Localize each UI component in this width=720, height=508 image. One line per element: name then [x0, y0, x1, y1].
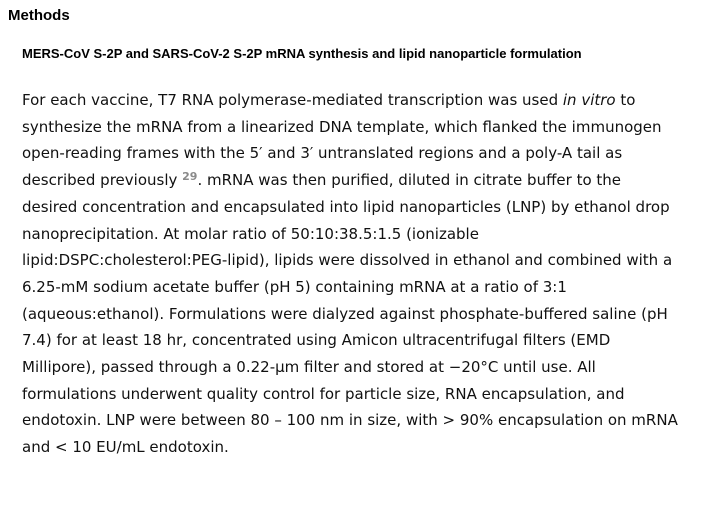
italic-term: in vitro — [562, 91, 616, 109]
text-run: described previously — [22, 171, 183, 190]
paragraph-line: open-reading frames with the 5′ and 3′ untranslated regions and a poly-A tail as — [22, 144, 623, 163]
text-run: For each vaccine, T7 RNA polymerase-mediated transcription was used — [22, 91, 563, 109]
paragraph-line: (aqueous:ethanol). Formulations were dialyzed against phosphate-buffered saline (pH — [22, 304, 668, 323]
methods-paragraph — [22, 87, 720, 461]
paragraph-line: nanoprecipitation. At molar ratio of 50:10:38.5:1.5 (ionizable — [22, 224, 479, 243]
paragraph-line: 7.4) for at least 18 hr, concentrated using Amicon ultracentrifugal filters (EMD — [22, 331, 611, 350]
paragraph-line: Millipore), passed through a 0.22-µm filter and stored at −20°C until use. All — [22, 358, 596, 377]
section-title: Methods — [8, 7, 70, 24]
paragraph-line: formulations underwent quality control for particle size, RNA encapsulation, and — [22, 384, 625, 403]
text-run: to — [615, 91, 636, 109]
paragraph-line: lipid:DSPC:cholesterol:PEG-lipid), lipids were dissolved in ethanol and combined with a — [22, 251, 673, 270]
paragraph-line: 6.25-mM sodium acetate buffer (pH 5) containing mRNA at a ratio of 3:1 — [22, 277, 567, 296]
text-run: . mRNA was then purified, diluted in citrate buffer to the — [197, 171, 622, 190]
paragraph-line: synthesize the mRNA from a linearized DNA template, which flanked the immunogen — [22, 117, 662, 136]
paragraph-line — [22, 87, 720, 114]
paragraph-line: endotoxin. LNP were between 80 – 100 nm in size, with > 90% encapsulation on mRNA — [22, 411, 678, 430]
paragraph-line: and < 10 EU/mL endotoxin. — [22, 438, 229, 457]
paragraph-line — [22, 167, 720, 194]
paragraph-line: desired concentration and encapsulated into lipid nanoparticles (LNP) by ethanol drop — [22, 197, 670, 216]
citation-link[interactable]: 29 — [182, 170, 198, 184]
subsection-title: MERS-CoV S-2P and SARS-CoV-2 S-2P mRNA synthesis and lipid nanoparticle formulation — [22, 46, 582, 61]
